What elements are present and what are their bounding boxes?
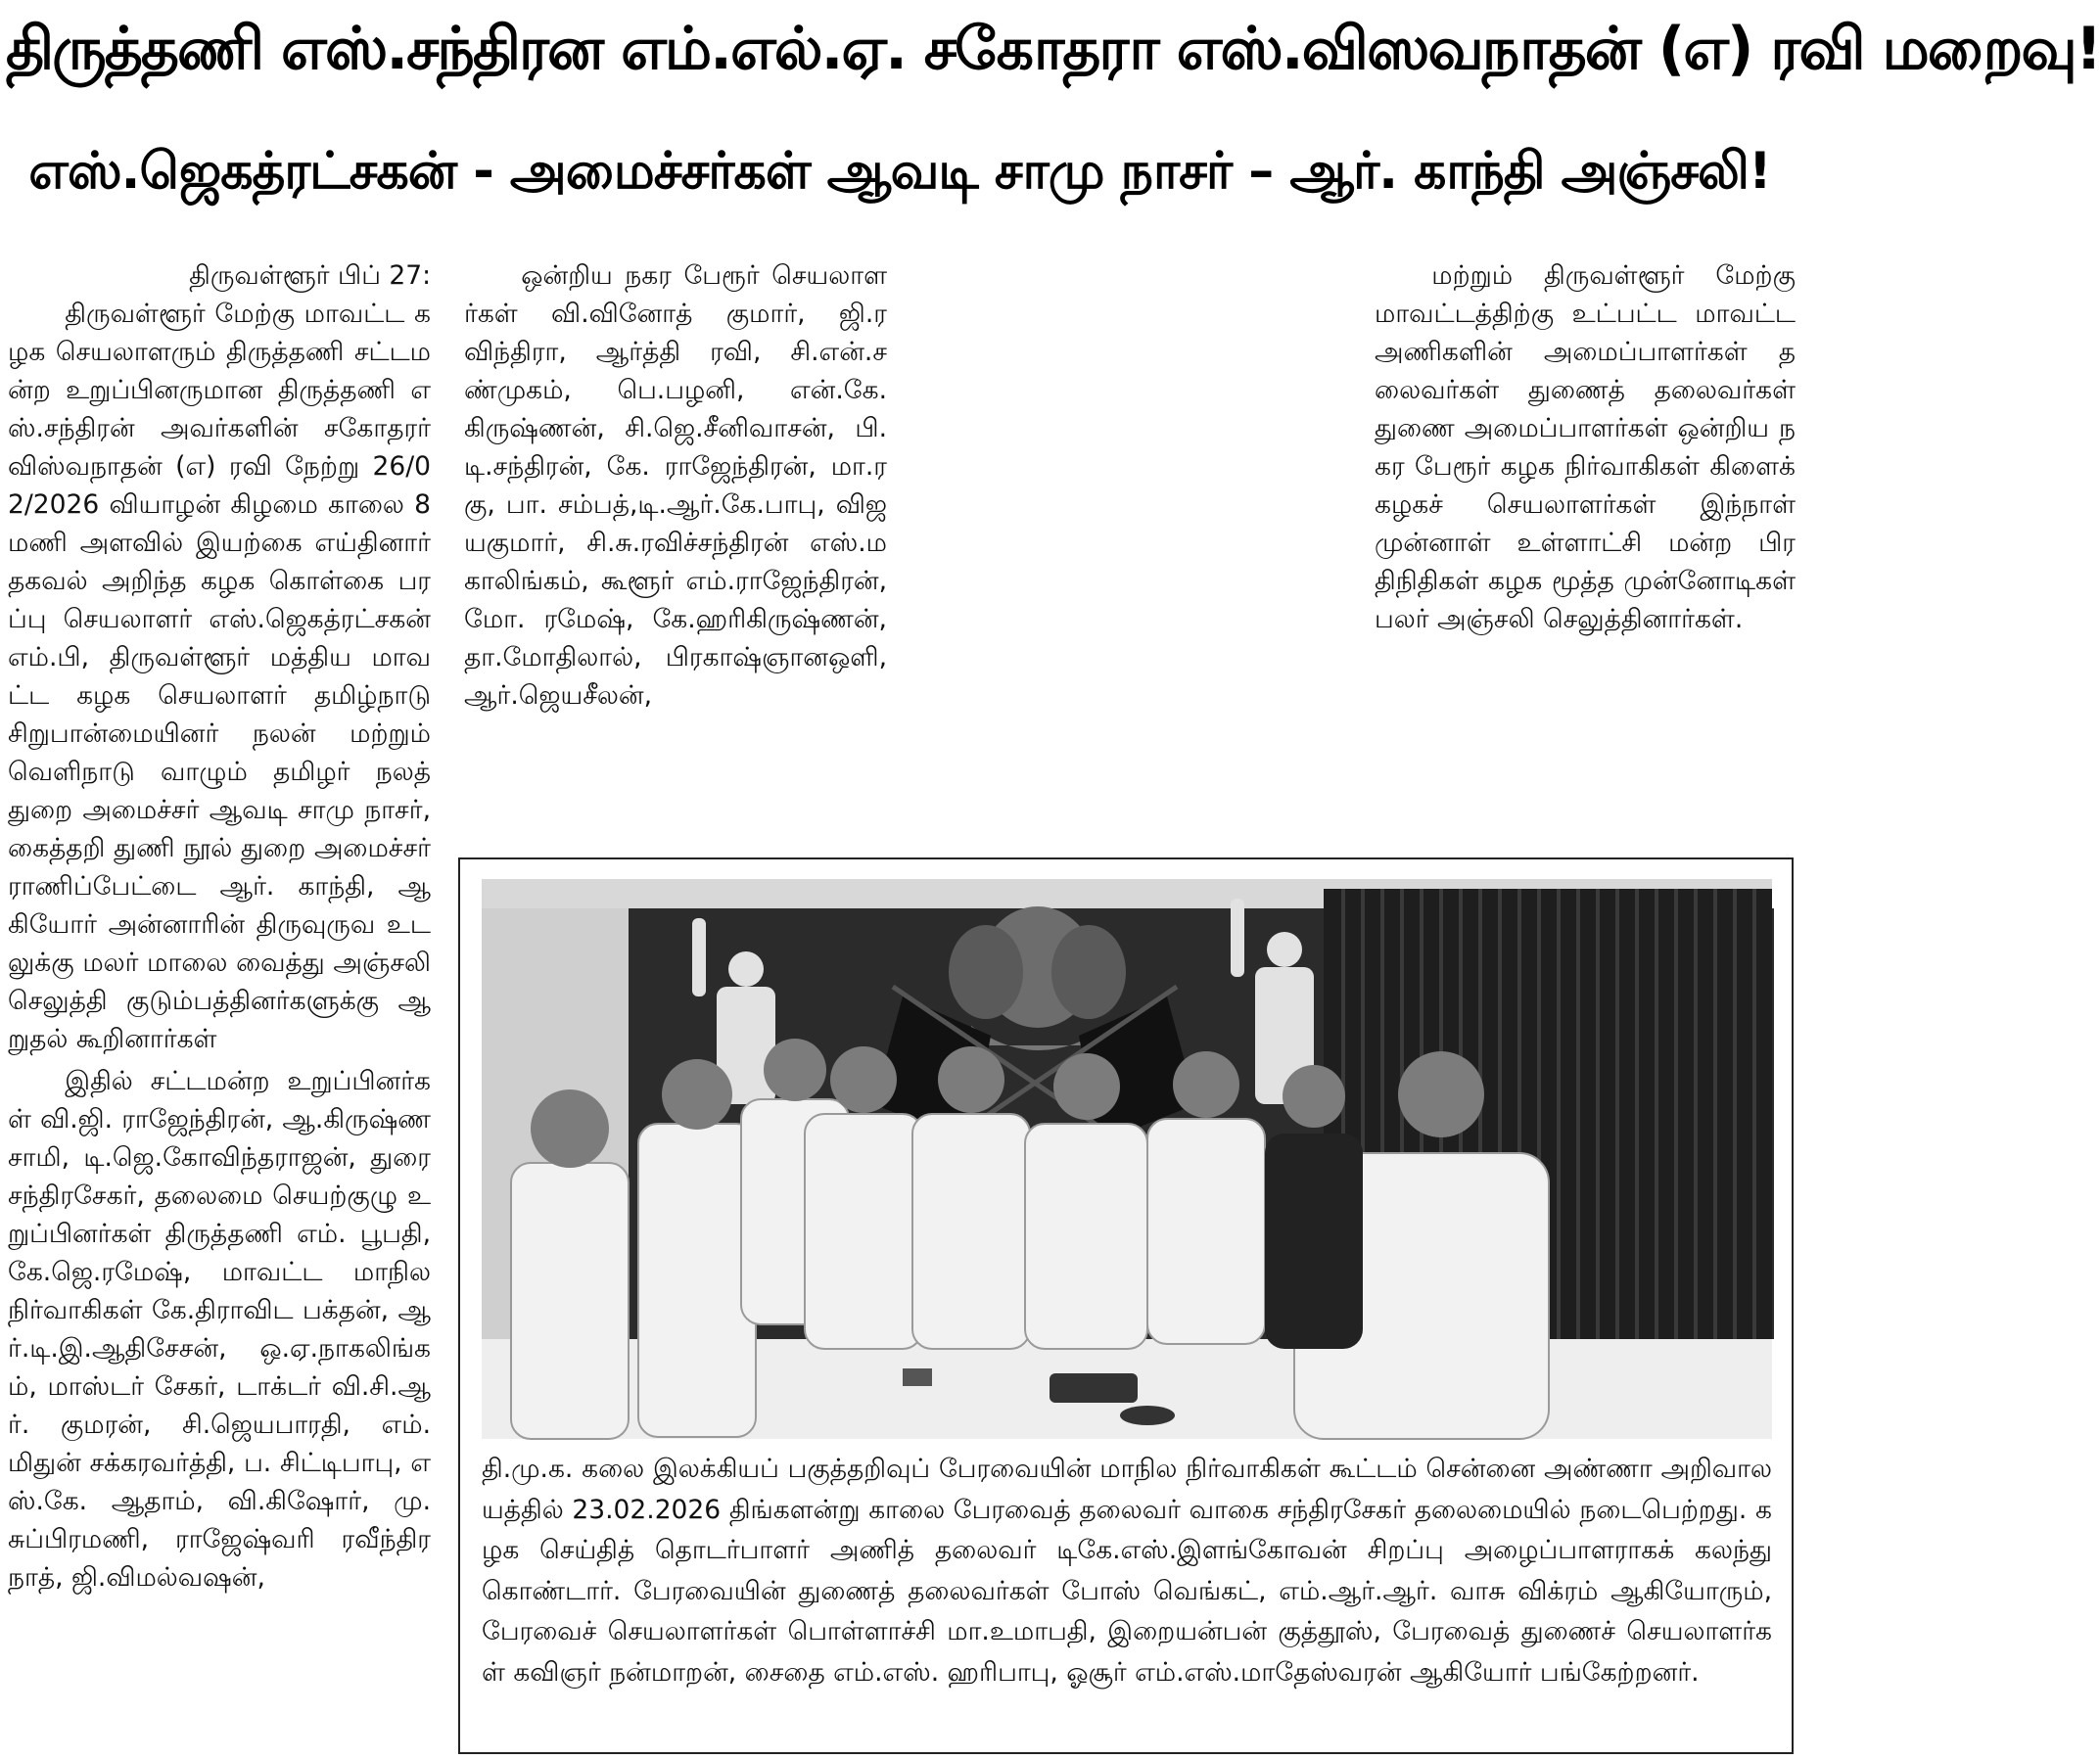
article-column-4 [1375, 256, 1796, 844]
photo-caption: தி.மு.க. கலை இலக்கியப் பகுத்தறிவுப் பேரவையின் மாநில நிர்வாகிகள் கூட்டம் சென்னை அண்ணா அறிவாலயத்தில் 23.02.2026 திங்களன்று காலை பேரவைத் தலைவர் வாகை சந்திரசேகர் தலைமையில் நடைபெற்றது. கழக செய்தித் தொடர்பாளர் அணித் தலைவர் டிகே.எஸ்.இளங்கோவன் சிறப்பு அழைப்பாளராகக் கலந்து கொண்டார். பேரவையின் துணைத் தலைவர்கள் போஸ் வெங்கட், எம்.ஆர்.ஆர். வாசு விக்ரம் ஆகியோரும், பேரவைச் செயலாளர்கள் பொள்ளாச்சி மா.உமாபதி, இறையன்பன் குத்தூஸ், பேரவைத் துணைச் செயலாளர்கள் கவிஞர் நன்மாறன், சைதை எம்.எஸ். ஹரிபாபு, ஓசூர் எம்.எஸ்.மாதேஸ்வரன் ஆகியோர் பங்கேற்றனர். [482, 1454, 1772, 1688]
article-paragraph-1: திருவள்ளூர் மேற்கு மாவட்ட கழக செயலாளரும் திருத்தணி சட்டமன்ற உறுப்பினருமான திருத்தணி எஸ்.சந்திரன் அவர்களின் சகோதரர் விஸ்வநாதன் (எ) ரவி நேற்று 26/02/2026 வியாழன் கிழமை காலை 8 மணி அளவில் இயற்கை எய்தினார் தகவல் அறிந்த கழக கொள்கை பரப்பு செயலாளர் எஸ்.ஜெகத்ரட்சகன் எம்.பி, திருவள்ளூர் மத்திய மாவட்ட கழக செயலாளர் தமிழ்நாடு சிறுபான்மையினர் நலன் மற்றும் வெளிநாடு வாழும் தமிழர் நலத் துறை அமைச்சர் ஆவடி சாமு நாசர், கைத்தறி துணி நூல் துறை அமைச்சர் ராணிப்பேட்டை ஆர். காந்தி, ஆகியோர் அன்னாரின் திருவுருவ உடலுக்கு மலர் மாலை வைத்து அஞ்சலி செலுத்தி குடும்பத்தினர்களுக்கு ஆறுதல் கூறினார்கள் [8, 299, 431, 1054]
article-column-2 [464, 256, 887, 844]
article-paragraph-3: ஒன்றிய நகர பேரூர் செயலாளர்கள் வி.வினோத் குமார், ஜி.ரவிந்திரா, ஆர்த்தி ரவி, சி.என்.சண்முகம், பெ.பழனி, என்.கே. கிருஷ்ணன், சி.ஜெ.சீனிவாசன், பி.டி.சந்திரன், கே. ராஜேந்திரன், மா.ரகு, பா. சம்பத்,டி.ஆர்.கே.பாபு, விஜயகுமார், சி.சு.ரவிச்சந்திரன் எஸ்.மகாலிங்கம், கூளூர் எம்.ராஜேந்திரன், மோ. ரமேஷ், கே.ஹரிகிருஷ்ணன், தா.மோதிலால், பிரகாஷ்ஞானஒளி, ஆர்.ஜெயசீலன், [464, 260, 887, 711]
dateline: திருவள்ளூர் பிப் 27: [189, 260, 431, 291]
subheadline: எஸ்.ஜெகத்ரட்சகன் - அமைச்சர்கள் ஆவடி சாமு நாசர் – ஆர். காந்தி அஞ்சலி! [28, 142, 1771, 201]
group-photo-illustration [482, 879, 1772, 1439]
article-column-1 [8, 256, 431, 1754]
group-photo [482, 879, 1772, 1439]
article-paragraph-2: இதில் சட்டமன்ற உறுப்பினர்கள் வி.ஜி. ராஜேந்திரன், ஆ.கிருஷ்ணசாமி, டி.ஜெ.கோவிந்தராஜன், துரை சந்திரசேகர், தலைமை செயற்குழு உறுப்பினர்கள் திருத்தணி எம். பூபதி, கே.ஜெ.ரமேஷ், மாவட்ட மாநில நிர்வாகிகள் கே.திராவிட பக்தன், ஆர்.டி.இ.ஆதிசேசன், ஒ.ஏ.நாகலிங்கம், மாஸ்டர் சேகர், டாக்டர் வி.சி.ஆர். குமரன், சி.ஜெயபாரதி, எம்.மிதுன் சக்கரவர்த்தி, ப. சிட்டிபாபு, எஸ்.கே. ஆதாம், வி.கிஷோர், மு.சுப்பிரமணி, ராஜேஷ்வரி ரவீந்திரநாத், ஜி.விமல்வஷன், [8, 1066, 431, 1593]
article-paragraph-4: மற்றும் திருவள்ளூர் மேற்கு மாவட்டத்திற்கு உட்பட்ட மாவட்ட அணிகளின் அமைப்பாளர்கள் தலைவர்கள் துணைத் தலைவர்கள் துணை அமைப்பாளர்கள் ஒன்றிய நகர பேரூர் கழக நிர்வாகிகள் கிளைக் கழகச் செயலாளர்கள் இந்நாள் முன்னாள் உள்ளாட்சி மன்ற பிரதிநிதிகள் கழக மூத்த முன்னோடிகள் பலர் அஞ்சலி செலுத்தினார்கள். [1375, 260, 1796, 634]
headline: திருத்தணி எஸ்.சந்திரன எம்.எல்.ஏ. சகோதரா எஸ்.விஸவநாதன் (எ) ரவி மறைவு! [6, 15, 2100, 83]
article-column-3 [920, 256, 1343, 844]
photo-box [458, 857, 1794, 1754]
